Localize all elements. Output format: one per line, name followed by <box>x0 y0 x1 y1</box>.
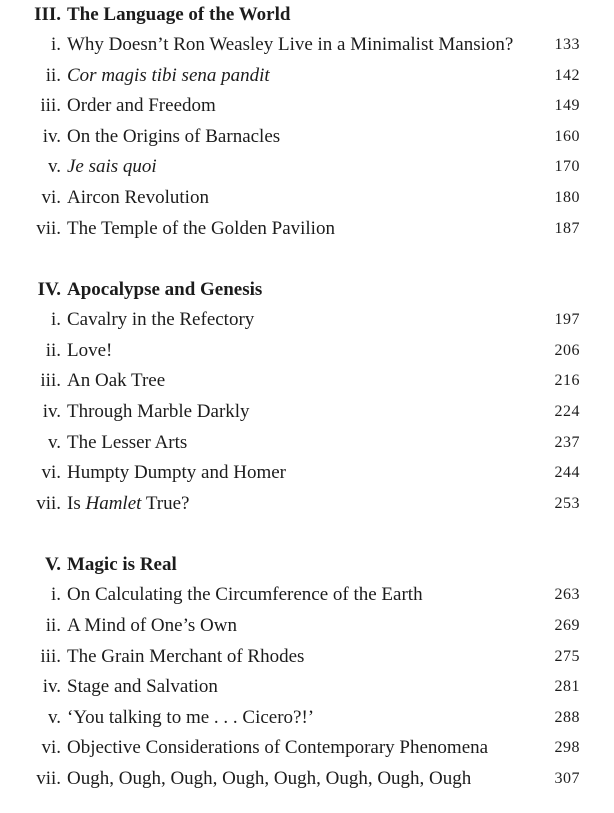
chapter-entry[interactable] <box>0 91 614 122</box>
chapter-title: ‘You talking to me . . . Cicero?!’ <box>67 706 315 728</box>
chapter-title: The Lesser Arts <box>67 431 188 453</box>
chapter-entry[interactable] <box>0 458 614 489</box>
chapter-title: The Grain Merchant of Rhodes <box>67 645 305 667</box>
chapter-title: Love! <box>67 339 113 361</box>
chapter-title: On the Origins of Barnacles <box>67 125 281 147</box>
part-numeral: III. <box>34 4 61 25</box>
chapter-numeral: v. <box>47 706 61 728</box>
chapter-title: Ough, Ough, Ough, Ough, Ough, Ough, Ough, Ough <box>67 767 472 789</box>
chapter-numeral: vii. <box>36 767 61 789</box>
chapter-title: Is Hamlet True? <box>67 492 190 514</box>
chapter-numeral: ii. <box>45 64 61 86</box>
part-v <box>0 550 614 794</box>
part-title: The Language of the World <box>67 4 291 25</box>
chapter-numeral: vii. <box>36 217 61 239</box>
chapter-numeral: ii. <box>45 614 61 636</box>
chapter-entry[interactable] <box>0 336 614 367</box>
chapter-page-number: 180 <box>554 188 580 206</box>
chapter-page-number: 216 <box>554 372 580 390</box>
chapter-entry[interactable] <box>0 764 614 795</box>
chapter-entry[interactable] <box>0 489 614 520</box>
chapter-numeral: iv. <box>42 125 61 147</box>
chapter-entry[interactable] <box>0 580 614 611</box>
part-heading <box>0 275 614 305</box>
chapter-numeral: vi. <box>41 186 61 208</box>
chapter-page-number: 133 <box>554 36 580 53</box>
chapter-numeral: iv. <box>42 400 61 422</box>
chapter-entry[interactable] <box>0 642 614 673</box>
part-title: Apocalypse and Genesis <box>67 279 263 301</box>
chapter-entry[interactable] <box>0 733 614 764</box>
part-title: Magic is Real <box>67 554 177 576</box>
chapter-entry[interactable] <box>0 611 614 642</box>
chapter-title: Aircon Revolution <box>67 186 209 208</box>
chapter-title: Order and Freedom <box>67 95 216 117</box>
chapter-numeral: iv. <box>42 676 61 698</box>
part-numeral: V. <box>44 554 61 576</box>
chapter-entry[interactable] <box>0 61 614 92</box>
chapter-numeral: vi. <box>41 737 61 759</box>
chapter-numeral: vi. <box>41 462 61 484</box>
chapter-title: Stage and Salvation <box>67 676 218 698</box>
chapter-title: The Temple of the Golden Pavilion <box>67 217 335 239</box>
part-heading <box>0 0 614 30</box>
chapter-title: Objective Considerations of Contemporary Phenomena <box>67 737 489 759</box>
chapter-entry[interactable] <box>0 703 614 734</box>
chapter-entry[interactable] <box>0 122 614 153</box>
chapter-entry[interactable] <box>0 183 614 214</box>
chapter-title: Humpty Dumpty and Homer <box>67 462 287 484</box>
chapter-title: Cavalry in the Refectory <box>67 309 255 331</box>
chapter-page-number: 224 <box>554 402 580 420</box>
chapter-title: On Calculating the Circumference of the Earth <box>67 584 423 606</box>
chapter-entry[interactable] <box>0 397 614 428</box>
chapter-page-number: 298 <box>554 739 580 757</box>
chapter-numeral: i. <box>50 584 61 606</box>
chapter-numeral: v. <box>47 431 61 453</box>
chapter-numeral: v. <box>47 156 61 178</box>
chapter-numeral: iii. <box>40 370 61 392</box>
chapter-numeral: vii. <box>36 492 61 514</box>
chapter-page-number: 307 <box>554 769 580 787</box>
chapter-title: An Oak Tree <box>67 370 166 392</box>
part-heading <box>0 550 614 580</box>
chapter-page-number: 281 <box>554 678 580 696</box>
chapter-page-number: 206 <box>554 341 580 359</box>
chapter-title: A Mind of One’s Own <box>67 614 237 636</box>
chapter-entry[interactable] <box>0 366 614 397</box>
chapter-entry[interactable] <box>0 428 614 459</box>
chapter-title: Cor magis tibi sena pandit <box>67 64 270 86</box>
chapter-title: Je sais quoi <box>67 156 157 178</box>
chapter-page-number: 269 <box>554 616 580 634</box>
chapter-page-number: 149 <box>554 97 580 115</box>
chapter-entry[interactable] <box>0 152 614 183</box>
part-numeral: IV. <box>37 279 61 301</box>
part-iii <box>0 0 614 244</box>
chapter-page-number: 263 <box>554 586 580 604</box>
chapter-page-number: 170 <box>554 158 580 176</box>
chapter-page-number: 142 <box>554 66 580 84</box>
chapter-page-number: 288 <box>554 708 580 726</box>
chapter-page-number: 197 <box>554 311 580 329</box>
chapter-title: Through Marble Darkly <box>67 400 250 422</box>
chapter-numeral: iii. <box>40 95 61 117</box>
chapter-page-number: 187 <box>554 219 580 237</box>
chapter-title: Why Doesn’t Ron Weasley Live in a Minimalist Mansion? <box>67 34 514 55</box>
chapter-page-number: 275 <box>554 647 580 665</box>
chapter-entry[interactable] <box>0 214 614 245</box>
chapter-numeral: i. <box>50 34 61 55</box>
chapter-entry[interactable] <box>0 672 614 703</box>
chapter-page-number: 160 <box>554 127 580 145</box>
chapter-numeral: iii. <box>40 645 61 667</box>
chapter-entry[interactable] <box>0 305 614 336</box>
chapter-page-number: 253 <box>554 494 580 512</box>
part-iv <box>0 275 614 519</box>
chapter-entry[interactable] <box>0 30 614 61</box>
chapter-page-number: 237 <box>554 433 580 451</box>
chapter-numeral: i. <box>50 309 61 331</box>
chapter-numeral: ii. <box>45 339 61 361</box>
chapter-page-number: 244 <box>554 464 580 482</box>
